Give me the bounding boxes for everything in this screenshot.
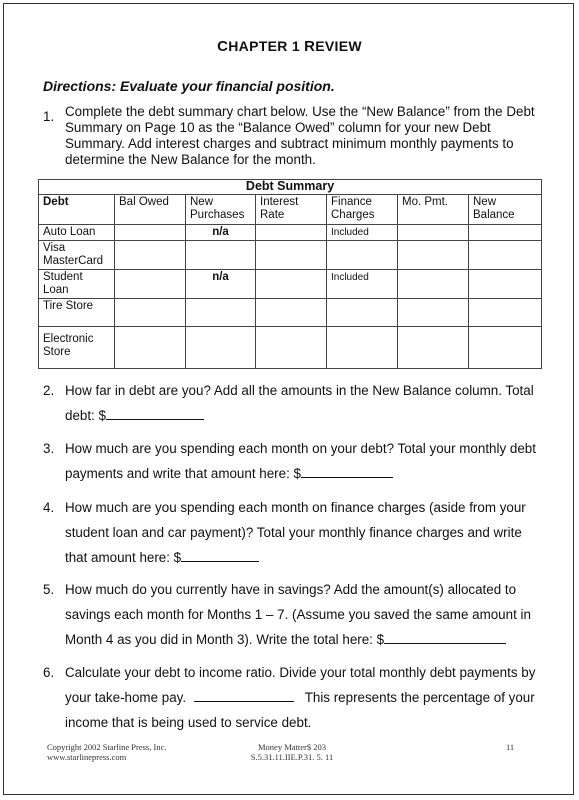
input-cell[interactable] <box>469 225 542 241</box>
input-cell[interactable] <box>256 225 327 241</box>
input-cell[interactable] <box>469 241 542 270</box>
finance-charges-blank[interactable] <box>181 548 259 562</box>
col-header-finance-charges: Finance Charges <box>327 195 398 225</box>
input-cell[interactable] <box>115 225 186 241</box>
input-cell[interactable] <box>469 270 542 299</box>
book-title: Money Matter$ 203 <box>258 742 326 752</box>
monthly-payments-blank[interactable] <box>301 464 393 478</box>
directions: Directions: Evaluate your financial position. <box>43 78 335 94</box>
input-cell[interactable] <box>398 327 469 369</box>
savings-total-blank[interactable] <box>384 630 506 644</box>
input-cell[interactable] <box>115 270 186 299</box>
col-header-debt: Debt <box>39 195 115 225</box>
col-header-bal-owed: Bal Owed <box>115 195 186 225</box>
footer-left <box>47 742 166 762</box>
input-cell[interactable] <box>469 299 542 327</box>
copyright-text: Copyright 2002 Starline Press, Inc. <box>47 742 167 752</box>
input-cell[interactable] <box>327 241 398 270</box>
col-header-new-purchases: New Purchases <box>186 195 256 225</box>
footer-center <box>227 742 357 762</box>
debt-summary-table <box>38 179 542 369</box>
input-cell[interactable] <box>327 299 398 327</box>
page-number: 11 <box>506 742 515 752</box>
input-cell[interactable] <box>256 270 327 299</box>
page-title: CHAPTER 1 REVIEW <box>217 38 362 55</box>
table-row: Electronic Store <box>39 327 542 369</box>
table-row: Tire Store <box>39 299 542 327</box>
col-header-new-balance: New Balance <box>469 195 542 225</box>
input-cell[interactable] <box>398 241 469 270</box>
take-home-pay-blank[interactable] <box>194 688 294 702</box>
col-header-interest-rate: Interest Rate <box>256 195 327 225</box>
input-cell[interactable] <box>256 327 327 369</box>
table-caption: Debt Summary <box>39 180 542 195</box>
input-cell[interactable] <box>115 327 186 369</box>
table-row: Visa MasterCard <box>39 241 542 270</box>
input-cell[interactable] <box>398 270 469 299</box>
input-cell[interactable] <box>398 225 469 241</box>
input-cell[interactable] <box>186 241 256 270</box>
table-row: Student Loan n/a Included <box>39 270 542 299</box>
input-cell[interactable] <box>256 241 327 270</box>
website-link[interactable]: www.starlinepress.com <box>47 752 127 762</box>
input-cell[interactable] <box>469 327 542 369</box>
input-cell[interactable] <box>256 299 327 327</box>
col-header-mo-pmt: Mo. Pmt. <box>398 195 469 225</box>
input-cell[interactable] <box>327 327 398 369</box>
input-cell[interactable] <box>398 299 469 327</box>
curriculum-code: S.5.31.11.IIE.P.31. 5. 11 <box>250 752 334 762</box>
input-cell[interactable] <box>186 327 256 369</box>
table-row: Auto Loan n/a Included <box>39 225 542 241</box>
total-debt-blank[interactable] <box>106 406 204 420</box>
input-cell[interactable] <box>115 299 186 327</box>
input-cell[interactable] <box>115 241 186 270</box>
input-cell[interactable] <box>186 299 256 327</box>
